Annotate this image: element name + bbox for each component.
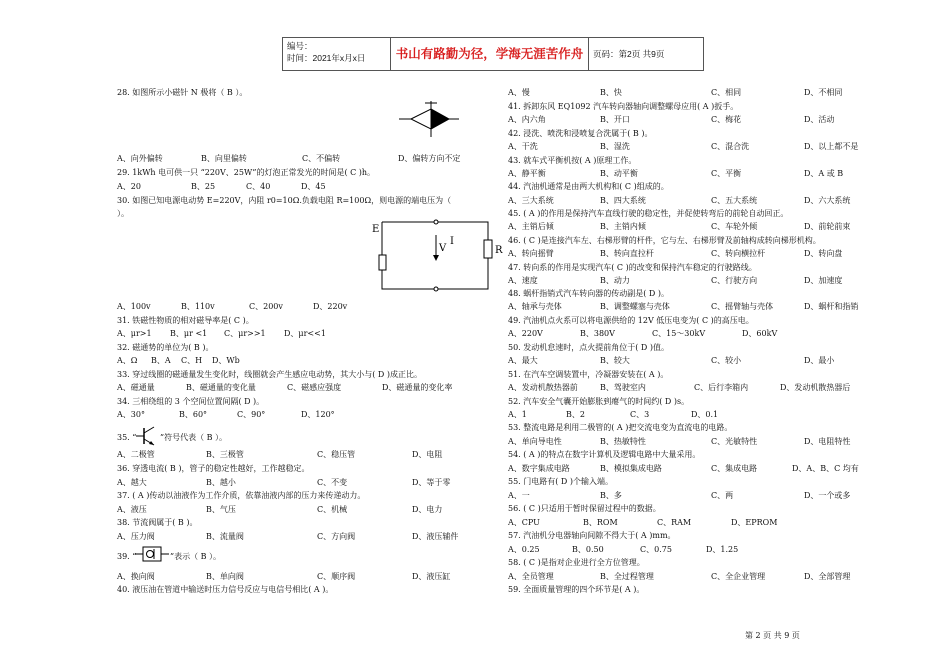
q36-opt-a: A、越大 — [117, 478, 147, 487]
q55-opt-a: A、一 — [508, 491, 530, 500]
q31-opt-b: B、μr <1 — [170, 329, 208, 338]
q41-opt-b: B、开口 — [600, 115, 630, 124]
q28-opt-a: A、向外偏转 — [117, 154, 163, 163]
q48-opt-d: D、蜗杆和指销 — [804, 302, 859, 311]
question-43: 43. 就车式平衡机按( A )原理工作。 — [508, 156, 637, 165]
question-33: 33. 穿过线圈的磁通量发生变化时，线圈就会产生感应电动势，其大小与( D )成正比。 — [117, 370, 423, 379]
q50-opt-d: D、最小 — [804, 356, 835, 365]
q47-opt-c: C、行驶方向 — [711, 276, 758, 285]
question-47: 47. 转向系的作用是实现汽车( C )的改变和保持汽车稳定的行驶路线。 — [508, 263, 757, 272]
question-57: 57. 汽油机分电器轴向间隙不得大于( A )mm。 — [508, 531, 676, 540]
page-label: 页码：第2页 共9页 — [593, 49, 665, 59]
q42-opt-c: C、混合洗 — [711, 142, 750, 151]
q40-opt-a: A、慢 — [508, 88, 530, 97]
q54-opt-a: A、数字集成电路 — [508, 464, 570, 473]
q58-opt-b: B、全过程管理 — [600, 572, 654, 581]
q34-opt-d: D、120° — [301, 410, 335, 419]
q53-opt-d: D、电阻特性 — [804, 437, 851, 446]
q55-opt-c: C、两 — [711, 491, 734, 500]
q50-opt-c: C、较小 — [711, 356, 742, 365]
q51-opt-d: D、发动机散热器后 — [780, 383, 851, 392]
q37-opt-b: B、气压 — [206, 505, 236, 514]
q45-opt-c: C、车轮外倾 — [711, 222, 758, 231]
question-58: 58. ( C )是指对企业进行全方位管理。 — [508, 558, 645, 567]
q36-opt-c: C、不变 — [317, 478, 348, 487]
question-59: 59. 全面质量管理的四个环节是( A )。 — [508, 585, 645, 594]
q32-opt-b: B、A — [151, 356, 171, 365]
q56-opt-b: B、ROM — [583, 518, 618, 527]
q58-opt-d: D、全部管理 — [804, 572, 851, 581]
question-35-post: ”符号代表（ B ）。 — [160, 433, 228, 442]
q33-opt-d: D、磁通量的变化率 — [382, 383, 453, 392]
q48-opt-c: C、摇臂轴与壳体 — [711, 302, 774, 311]
number-label: 编号： — [287, 41, 313, 51]
q28-opt-b: B、向里偏转 — [201, 154, 247, 163]
question-29: 29. 1kWh 电可供一只 “220V、25W”的灯泡正常发光的时间是( C )h。 — [117, 168, 376, 177]
q43-opt-d: D、A 或 B — [804, 169, 844, 178]
time-label: 时间：2021年x月x日 — [287, 53, 366, 63]
page-footer: 第 2 页 共 9 页 — [745, 631, 800, 640]
question-32: 32. 磁通势的单位为( B )。 — [117, 343, 214, 352]
q57-opt-d: D、1.25 — [706, 545, 739, 554]
q29-opt-b: B、25 — [191, 182, 216, 191]
q37-opt-c: C、机械 — [317, 505, 348, 514]
q43-opt-a: A、静平衡 — [508, 169, 546, 178]
q39-opt-d: D、液压缸 — [412, 572, 451, 581]
q47-opt-d: D、加速度 — [804, 276, 843, 285]
page-header — [282, 37, 704, 71]
question-39-post: ”表示（ B ）。 — [170, 552, 222, 561]
circuit-figure — [368, 215, 508, 291]
q56-opt-a: A、CPU — [508, 518, 540, 527]
q57-opt-c: C、0.75 — [640, 545, 672, 554]
header-meta — [287, 40, 365, 64]
label-i: I — [450, 236, 454, 247]
q46-opt-c: C、转向横拉杆 — [711, 249, 766, 258]
q57-opt-a: A、0.25 — [508, 545, 540, 554]
q43-opt-c: C、平衡 — [711, 169, 742, 178]
question-35-pre: 35. “ — [117, 433, 137, 442]
q56-opt-d: D、EPROM — [731, 518, 778, 527]
check-valve-symbol — [135, 546, 169, 562]
q44-opt-b: B、四大系统 — [600, 196, 646, 205]
question-40: 40. 液压油在管道中输送时压力信号反应与电信号相比( A )。 — [117, 585, 334, 594]
q38-opt-d: D、液压辅件 — [412, 532, 459, 541]
q52-opt-a: A、1 — [508, 410, 527, 419]
q40-opt-c: C、相同 — [711, 88, 742, 97]
q50-opt-a: A、最大 — [508, 356, 538, 365]
q44-opt-d: D、六大系统 — [804, 196, 851, 205]
q42-opt-a: A、干洗 — [508, 142, 538, 151]
question-44: 44. 汽油机通常是由两大机构和( C )组成的。 — [508, 182, 669, 191]
q42-opt-b: B、湿洗 — [600, 142, 630, 151]
question-53: 53. 整流电路是利用二极管的( A )把交流电变为直流电的电路。 — [508, 423, 733, 432]
q53-opt-c: C、光敏特性 — [711, 437, 758, 446]
q43-opt-b: B、动平衡 — [600, 169, 638, 178]
transistor-symbol — [136, 425, 160, 447]
q52-opt-b: B、2 — [566, 410, 585, 419]
question-41: 41. 拆卸东风 EQ1092 汽车转向器轴向调整螺母应用( A )扳手。 — [508, 102, 739, 111]
q54-opt-d: D、A、B、C 均有 — [792, 464, 859, 473]
question-49: 49. 汽油机点火系可以将电源供给的 12V 低压电变为( C )的高压电。 — [508, 316, 754, 325]
q49-opt-a: A、220V — [508, 329, 543, 338]
q53-opt-b: B、热敏特性 — [600, 437, 646, 446]
question-28: 28. 如图所示小磁针 N 极将（ B ）。 — [117, 88, 248, 97]
question-39-pre: 39. “ — [117, 552, 137, 561]
question-54: 54. ( A )的特点在数字计算机及逻辑电路中大量采用。 — [508, 450, 701, 459]
q33-opt-a: A、磁通量 — [117, 383, 155, 392]
q35-opt-b: B、三极管 — [206, 450, 244, 459]
q36-opt-d: D、等于零 — [412, 478, 451, 487]
q55-opt-b: B、多 — [600, 491, 622, 500]
q46-opt-d: D、转向盘 — [804, 249, 843, 258]
q45-opt-a: A、主销后倾 — [508, 222, 554, 231]
q32-opt-d: D、Wb — [212, 356, 240, 365]
question-30-end: ）。 — [117, 209, 129, 218]
q32-opt-c: C、H — [181, 356, 203, 365]
q35-opt-c: C、稳压管 — [317, 450, 356, 459]
question-37: 37. ( A )传动以油液作为工作介质，依靠油液内部的压力来传递动力。 — [117, 491, 366, 500]
q29-opt-a: A、20 — [117, 182, 141, 191]
q28-opt-d: D、偏转方向不定 — [398, 154, 461, 163]
q38-opt-c: C、方向阀 — [317, 532, 356, 541]
q48-opt-b: B、调整螺塞与壳体 — [600, 302, 670, 311]
magnet-figure — [397, 99, 461, 139]
q41-opt-d: D、活动 — [804, 115, 835, 124]
q33-opt-c: C、磁感应强度 — [287, 383, 342, 392]
q49-opt-b: B、380V — [580, 329, 615, 338]
q40-opt-d: D、不相同 — [804, 88, 843, 97]
q29-opt-c: C、40 — [246, 182, 271, 191]
q37-opt-d: D、电力 — [412, 505, 443, 514]
question-52: 52. 汽车安全气囊开始膨胀到瘪气的时间约( D )s。 — [508, 397, 690, 406]
label-v: V — [439, 243, 447, 254]
q40-opt-b: B、快 — [600, 88, 622, 97]
q58-opt-a: A、全员管理 — [508, 572, 554, 581]
q38-opt-a: A、压力阀 — [117, 532, 155, 541]
q54-opt-b: B、模拟集成电路 — [600, 464, 662, 473]
q45-opt-d: D、前轮前束 — [804, 222, 851, 231]
q51-opt-c: C、后行李箱内 — [694, 383, 749, 392]
q51-opt-b: B、驾驶室内 — [600, 383, 646, 392]
q44-opt-a: A、三大系统 — [508, 196, 554, 205]
q29-opt-d: D、45 — [301, 182, 326, 191]
q42-opt-d: D、以上都不是 — [804, 142, 859, 151]
q31-opt-d: D、μr<<1 — [284, 329, 326, 338]
q30-opt-a: A、100v — [117, 302, 151, 311]
q49-opt-c: C、15～30kV — [652, 329, 706, 338]
label-e: E — [372, 224, 380, 235]
q53-opt-a: A、单向导电性 — [508, 437, 562, 446]
q35-opt-a: A、二极管 — [117, 450, 155, 459]
question-48: 48. 蜗杆指销式汽车转向器的传动副是( D )。 — [508, 289, 670, 298]
q34-opt-b: B、60° — [179, 410, 208, 419]
q32-opt-a: A、Ω — [117, 356, 138, 365]
q38-opt-b: B、流量阀 — [206, 532, 244, 541]
q28-opt-c: C、不偏转 — [302, 154, 341, 163]
q34-opt-c: C、90° — [237, 410, 266, 419]
q54-opt-c: C、集成电路 — [711, 464, 758, 473]
q50-opt-b: B、较大 — [600, 356, 630, 365]
question-46: 46. ( C )是连接汽车左、右梯形臂的杆件，它与左、右梯形臂及前轴构成转向梯形机构。 — [508, 236, 821, 245]
q41-opt-a: A、内六角 — [508, 115, 546, 124]
q55-opt-d: D、一个或多 — [804, 491, 851, 500]
label-r: R — [495, 245, 503, 256]
question-56: 56. ( C )只适用于暂时保留过程中的数据。 — [508, 504, 661, 513]
q31-opt-c: C、μr>>1 — [224, 329, 266, 338]
q46-opt-a: A、转向摇臂 — [508, 249, 554, 258]
q39-opt-a: A、换向阀 — [117, 572, 155, 581]
question-55: 55. 门电路有( D )个输入端。 — [508, 477, 614, 486]
q49-opt-d: D、60kV — [742, 329, 778, 338]
question-36: 36. 穿透电流( B )，管子的稳定性越好，工作越稳定。 — [117, 464, 310, 473]
q30-opt-d: D、220v — [313, 302, 348, 311]
q31-opt-a: A、μr>1 — [117, 329, 152, 338]
question-30: 30. 如图已知电源电动势 E=220V，内阻 r0=10Ω.负载电阻 R=100Ω，则电源的端电压为（ — [117, 196, 452, 205]
q34-opt-a: A、30° — [117, 410, 145, 419]
q36-opt-b: B、越小 — [206, 478, 236, 487]
question-50: 50. 发动机怠速时，点火提前角位于( D )值。 — [508, 343, 670, 352]
question-31: 31. 铁磁性物质的相对磁导率是( C )。 — [117, 316, 254, 325]
question-45: 45. ( A )的作用是保持汽车直线行驶的稳定性，并促使转弯后的前轮自动回正。 — [508, 209, 789, 218]
q44-opt-c: C、五大系统 — [711, 196, 758, 205]
question-42: 42. 浸洗、喷洗和浸喷复合洗属于( B )。 — [508, 129, 653, 138]
q30-opt-b: B、110v — [181, 302, 215, 311]
q47-opt-b: B、动力 — [600, 276, 630, 285]
question-34: 34. 三相绕组的 3 个空间位置间隔( D )。 — [117, 397, 265, 406]
question-51: 51. 在汽车空调装置中，冷凝器安装在( A )。 — [508, 370, 669, 379]
q48-opt-a: A、轴承与壳体 — [508, 302, 562, 311]
q30-opt-c: C、200v — [249, 302, 283, 311]
question-38: 38. 节流阀属于( B )。 — [117, 518, 198, 527]
q58-opt-c: C、全企业管理 — [711, 572, 766, 581]
q56-opt-c: C、RAM — [657, 518, 692, 527]
q33-opt-b: B、磁通量的变化量 — [186, 383, 256, 392]
q46-opt-b: B、转向直拉杆 — [600, 249, 654, 258]
q41-opt-c: C、梅花 — [711, 115, 742, 124]
q51-opt-a: A、发动机散热器前 — [508, 383, 578, 392]
q52-opt-d: D、0.1 — [691, 410, 719, 419]
header-motto: 书山有路勤为径，学海无涯苦作舟 — [390, 38, 589, 70]
q52-opt-c: C、3 — [630, 410, 650, 419]
q57-opt-b: B、0.50 — [572, 545, 604, 554]
q37-opt-a: A、液压 — [117, 505, 147, 514]
q39-opt-b: B、单向阀 — [206, 572, 244, 581]
q35-opt-d: D、电阻 — [412, 450, 443, 459]
q39-opt-c: C、顺序阀 — [317, 572, 356, 581]
q45-opt-b: B、主销内倾 — [600, 222, 646, 231]
q47-opt-a: A、速度 — [508, 276, 538, 285]
